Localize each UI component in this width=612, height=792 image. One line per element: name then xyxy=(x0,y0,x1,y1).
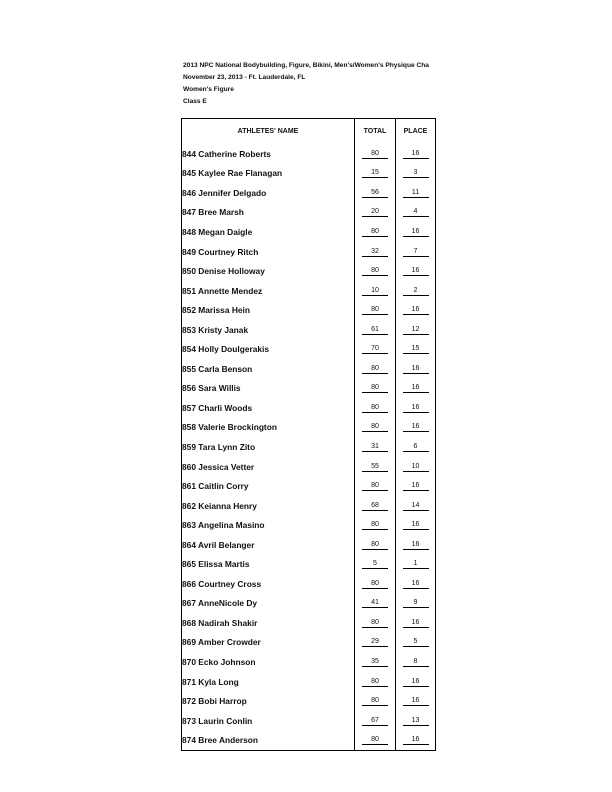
athlete-name: 857 Charli Woods xyxy=(182,402,253,413)
place-value: 9 xyxy=(403,598,429,608)
total-value: 20 xyxy=(362,207,388,217)
total-value: 29 xyxy=(362,637,388,647)
class-name: Class E xyxy=(183,98,207,105)
place-cell xyxy=(396,242,436,262)
total-cell xyxy=(355,476,396,496)
athlete-name: 859 Tara Lynn Zito xyxy=(182,441,256,452)
place-cell xyxy=(396,144,436,164)
place-cell xyxy=(396,476,436,496)
total-value: 80 xyxy=(362,364,388,374)
total-value: 80 xyxy=(362,696,388,706)
place-cell xyxy=(396,691,436,711)
athlete-name: 845 Kaylee Rae Flanagan xyxy=(182,168,283,179)
total-value: 15 xyxy=(362,168,388,178)
place-value: 6 xyxy=(403,442,429,452)
total-cell xyxy=(355,613,396,633)
place-value: 13 xyxy=(403,716,429,726)
place-value: 16 xyxy=(403,520,429,530)
place-cell xyxy=(396,554,436,574)
place-cell xyxy=(396,183,436,203)
table-row xyxy=(182,379,436,399)
athlete-name: 862 Keianna Henry xyxy=(182,500,257,511)
table-row xyxy=(182,691,436,711)
table-row xyxy=(182,711,436,731)
table-row xyxy=(182,457,436,477)
place-value: 8 xyxy=(403,657,429,667)
total-value: 80 xyxy=(362,579,388,589)
table-row xyxy=(182,359,436,379)
place-cell xyxy=(396,379,436,399)
table-row xyxy=(182,535,436,555)
total-cell xyxy=(355,535,396,555)
place-cell xyxy=(396,672,436,692)
place-cell xyxy=(396,457,436,477)
athlete-name: 847 Bree Marsh xyxy=(182,207,244,218)
total-value: 32 xyxy=(362,247,388,257)
total-value: 80 xyxy=(362,227,388,237)
place-value: 16 xyxy=(403,266,429,276)
place-value: 16 xyxy=(403,481,429,491)
total-cell xyxy=(355,652,396,672)
total-value: 80 xyxy=(362,481,388,491)
table-row xyxy=(182,554,436,574)
total-value: 35 xyxy=(362,657,388,667)
place-value: 16 xyxy=(403,227,429,237)
place-cell xyxy=(396,711,436,731)
place-cell xyxy=(396,359,436,379)
place-cell xyxy=(396,496,436,516)
place-cell xyxy=(396,574,436,594)
place-value: 3 xyxy=(403,168,429,178)
total-cell xyxy=(355,242,396,262)
place-value: 5 xyxy=(403,637,429,647)
table-row xyxy=(182,144,436,164)
results-table xyxy=(181,118,436,751)
place-value: 16 xyxy=(403,540,429,550)
total-cell xyxy=(355,339,396,359)
place-value: 10 xyxy=(403,462,429,472)
place-cell xyxy=(396,515,436,535)
place-cell xyxy=(396,339,436,359)
total-cell xyxy=(355,633,396,653)
place-value: 2 xyxy=(403,286,429,296)
place-value: 16 xyxy=(403,579,429,589)
place-value: 1 xyxy=(403,559,429,569)
table-row xyxy=(182,320,436,340)
athlete-name: 869 Amber Crowder xyxy=(182,637,261,648)
event-date-location: November 23, 2013 - Ft. Lauderdale, FL xyxy=(183,74,306,81)
athlete-name: 866 Courtney Cross xyxy=(182,578,262,589)
table-row xyxy=(182,496,436,516)
total-value: 68 xyxy=(362,501,388,511)
athlete-name: 868 Nadirah Shakir xyxy=(182,617,258,628)
place-cell xyxy=(396,222,436,242)
table-row xyxy=(182,281,436,301)
place-value: 16 xyxy=(403,422,429,432)
table-header-row xyxy=(182,119,436,145)
results-body xyxy=(182,144,436,750)
total-value: 80 xyxy=(362,305,388,315)
place-cell xyxy=(396,730,436,750)
table-row xyxy=(182,222,436,242)
total-cell xyxy=(355,711,396,731)
total-value: 80 xyxy=(362,403,388,413)
total-value: 80 xyxy=(362,149,388,159)
total-value: 80 xyxy=(362,677,388,687)
total-value: 31 xyxy=(362,442,388,452)
place-value: 16 xyxy=(403,618,429,628)
total-cell xyxy=(355,515,396,535)
athlete-name: 864 Avril Belanger xyxy=(182,539,255,550)
total-value: 10 xyxy=(362,286,388,296)
table-row xyxy=(182,261,436,281)
place-value: 16 xyxy=(403,364,429,374)
total-cell xyxy=(355,183,396,203)
place-cell xyxy=(396,633,436,653)
total-cell xyxy=(355,281,396,301)
column-header-total: TOTAL xyxy=(355,119,396,145)
total-cell xyxy=(355,418,396,438)
table-row xyxy=(182,633,436,653)
total-cell xyxy=(355,320,396,340)
total-cell xyxy=(355,261,396,281)
place-value: 16 xyxy=(403,403,429,413)
total-value: 61 xyxy=(362,325,388,335)
place-cell xyxy=(396,281,436,301)
place-value: 4 xyxy=(403,207,429,217)
total-cell xyxy=(355,222,396,242)
athlete-name: 858 Valerie Brockington xyxy=(182,422,277,433)
athlete-name: 850 Denise Holloway xyxy=(182,266,265,277)
place-value: 16 xyxy=(403,149,429,159)
table-row xyxy=(182,164,436,184)
total-value: 80 xyxy=(362,540,388,550)
place-cell xyxy=(396,300,436,320)
total-cell xyxy=(355,359,396,379)
table-row xyxy=(182,730,436,750)
table-row xyxy=(182,300,436,320)
total-cell xyxy=(355,437,396,457)
table-row xyxy=(182,652,436,672)
place-value: 12 xyxy=(403,325,429,335)
place-cell xyxy=(396,418,436,438)
athlete-name: 873 Laurin Conlin xyxy=(182,715,253,726)
total-value: 5 xyxy=(362,559,388,569)
total-value: 80 xyxy=(362,618,388,628)
column-header-name: ATHLETES' NAME xyxy=(237,128,299,135)
athlete-name: 861 Caitlin Corry xyxy=(182,481,249,492)
place-cell xyxy=(396,594,436,614)
athlete-name: 852 Marissa Hein xyxy=(182,305,250,316)
total-cell xyxy=(355,691,396,711)
total-cell xyxy=(355,379,396,399)
table-row xyxy=(182,515,436,535)
total-value: 67 xyxy=(362,716,388,726)
event-title: 2013 NPC National Bodybuilding, Figure, Bikini, Men's/Women's Physique Cha xyxy=(183,62,429,69)
total-value: 80 xyxy=(362,735,388,745)
athlete-name: 872 Bobi Harrop xyxy=(182,696,247,707)
place-cell xyxy=(396,320,436,340)
total-cell xyxy=(355,144,396,164)
athlete-name: 854 Holly Doulgerakis xyxy=(182,344,270,355)
total-value: 56 xyxy=(362,188,388,198)
place-value: 16 xyxy=(403,735,429,745)
event-title-clip xyxy=(183,62,437,72)
athlete-name: 844 Catherine Roberts xyxy=(182,148,271,159)
place-cell xyxy=(396,535,436,555)
total-value: 55 xyxy=(362,462,388,472)
total-cell xyxy=(355,457,396,477)
table-row xyxy=(182,242,436,262)
athlete-name: 853 Kristy Janak xyxy=(182,324,249,335)
place-cell xyxy=(396,164,436,184)
table-row xyxy=(182,398,436,418)
athlete-name: 870 Ecko Johnson xyxy=(182,656,256,667)
place-cell xyxy=(396,398,436,418)
athlete-name: 871 Kyla Long xyxy=(182,676,239,687)
total-cell xyxy=(355,398,396,418)
total-cell xyxy=(355,574,396,594)
place-value: 15 xyxy=(403,344,429,354)
total-cell xyxy=(355,672,396,692)
athlete-name: 846 Jennifer Delgado xyxy=(182,187,267,198)
total-value: 80 xyxy=(362,383,388,393)
total-value: 80 xyxy=(362,422,388,432)
table-row xyxy=(182,594,436,614)
athlete-name: 865 Elissa Martis xyxy=(182,559,250,570)
table-row xyxy=(182,613,436,633)
athlete-name: 848 Megan Daigle xyxy=(182,226,253,237)
athlete-name: 849 Courtney Ritch xyxy=(182,246,259,257)
table-row xyxy=(182,183,436,203)
place-value: 7 xyxy=(403,247,429,257)
athlete-name: 851 Annette Mendez xyxy=(182,285,263,296)
place-value: 16 xyxy=(403,383,429,393)
total-value: 80 xyxy=(362,520,388,530)
athlete-name: 856 Sara Willis xyxy=(182,383,241,394)
table-row xyxy=(182,574,436,594)
place-cell xyxy=(396,652,436,672)
table-row xyxy=(182,203,436,223)
athlete-name: 855 Carla Benson xyxy=(182,363,253,374)
table-row xyxy=(182,437,436,457)
place-cell xyxy=(396,437,436,457)
total-value: 41 xyxy=(362,598,388,608)
total-cell xyxy=(355,164,396,184)
athlete-name: 863 Angelina Masino xyxy=(182,520,265,531)
athlete-name: 860 Jessica Vetter xyxy=(182,461,255,472)
table-row xyxy=(182,672,436,692)
athlete-name: 874 Bree Anderson xyxy=(182,735,259,746)
place-value: 16 xyxy=(403,305,429,315)
table-row xyxy=(182,418,436,438)
table-row xyxy=(182,476,436,496)
place-value: 16 xyxy=(403,696,429,706)
place-cell xyxy=(396,613,436,633)
total-value: 80 xyxy=(362,266,388,276)
place-value: 14 xyxy=(403,501,429,511)
total-cell xyxy=(355,300,396,320)
division-name: Women's Figure xyxy=(183,86,234,93)
place-value: 11 xyxy=(403,188,429,198)
place-value: 16 xyxy=(403,677,429,687)
place-cell xyxy=(396,261,436,281)
table-row xyxy=(182,339,436,359)
total-cell xyxy=(355,594,396,614)
total-cell xyxy=(355,203,396,223)
total-value: 70 xyxy=(362,344,388,354)
total-cell xyxy=(355,496,396,516)
total-cell xyxy=(355,730,396,750)
place-cell xyxy=(396,203,436,223)
total-cell xyxy=(355,554,396,574)
column-header-place: PLACE xyxy=(396,119,436,145)
athlete-name: 867 AnneNicole Dy xyxy=(182,598,258,609)
